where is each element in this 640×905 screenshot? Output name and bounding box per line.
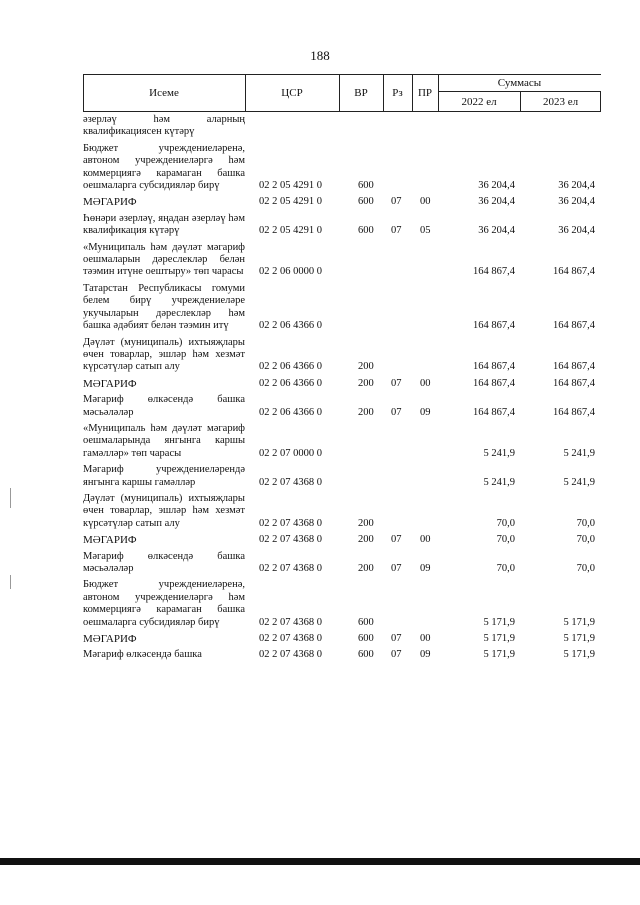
row-csr: 02 2 07 4368 0 <box>259 616 322 628</box>
row-csr: 02 2 06 4366 0 <box>259 377 322 389</box>
row-name: МӘГАРИФ <box>83 534 137 547</box>
row-sum-2023: 164 867,4 <box>553 377 595 389</box>
row-sum-2023: 164 867,4 <box>553 266 595 278</box>
row-csr: 02 2 07 4368 0 <box>259 649 322 661</box>
row-name: Мәгариф өлкәсендә башка мәсьәләләр <box>83 394 245 418</box>
row-pr: 09 <box>420 406 431 418</box>
row-sum-2022: 164 867,4 <box>473 320 515 332</box>
header-sums: Суммасы <box>497 76 542 89</box>
row-csr: 02 2 05 4291 0 <box>259 180 322 192</box>
row-name: Мәгариф өлкәсендә башка мәсьәләләр <box>83 550 245 574</box>
row-sum-2023: 70,0 <box>576 517 595 529</box>
row-name: Мәгариф учреждениеләрендә янгынга каршы гамәлләр <box>83 464 245 488</box>
row-sum-2022: 36 204,4 <box>478 196 515 208</box>
table-row <box>83 464 601 489</box>
header-vr: ВР <box>354 87 368 99</box>
row-sum-2022: 164 867,4 <box>473 406 515 418</box>
table-row <box>83 213 601 238</box>
row-name: Бюджет учреждениеләренә, автоном учреждениеләргә һәм коммерциягә карамаган башка оешмаларга субсидияләр бирү <box>83 579 245 628</box>
table-row <box>83 394 601 419</box>
row-name: Мәгариф өлкәсендә башка <box>83 649 202 661</box>
row-csr: 02 2 06 0000 0 <box>259 266 322 278</box>
row-sum-2022: 5 171,9 <box>483 633 515 645</box>
row-rz: 07 <box>391 225 402 237</box>
table-row <box>83 143 601 193</box>
table-body <box>83 114 601 666</box>
row-csr: 02 2 05 4291 0 <box>259 196 322 208</box>
header-rz: Рз <box>392 87 403 99</box>
header-year-2022: 2022 ел <box>461 95 497 108</box>
row-pr: 09 <box>420 563 431 574</box>
row-csr: 02 2 07 4368 0 <box>259 476 322 488</box>
row-sum-2022: 5 171,9 <box>483 616 515 628</box>
row-sum-2022: 70,0 <box>496 563 515 574</box>
table-row <box>83 283 601 333</box>
table-row <box>83 534 601 546</box>
row-name: Дәүләт (муниципаль) ихтыяҗлары өчен товарлар, эшләр һәм хезмәт күрсәтүләр сатып алу <box>83 336 245 373</box>
table-row <box>83 378 601 390</box>
row-name: МӘГАРИФ <box>83 196 137 209</box>
row-sum-2023: 164 867,4 <box>553 320 595 332</box>
row-sum-2022: 164 867,4 <box>473 266 515 278</box>
row-sum-2023: 36 204,4 <box>558 225 595 237</box>
row-csr: 02 2 06 4366 0 <box>259 406 322 418</box>
row-csr: 02 2 05 4291 0 <box>259 225 322 237</box>
margin-mark <box>10 488 11 508</box>
row-sum-2023: 5 171,9 <box>563 649 595 661</box>
row-pr: 09 <box>420 649 431 661</box>
table-row <box>83 633 601 645</box>
row-pr: 00 <box>420 534 431 546</box>
row-csr: 02 2 06 4366 0 <box>259 361 322 373</box>
row-sum-2023: 70,0 <box>576 563 595 574</box>
row-name: МӘГАРИФ <box>83 633 137 646</box>
row-rz: 07 <box>391 196 402 208</box>
table-row <box>83 196 601 208</box>
row-sum-2022: 5 241,9 <box>483 447 515 459</box>
row-sum-2022: 5 241,9 <box>483 476 515 488</box>
row-sum-2022: 70,0 <box>496 534 515 546</box>
row-rz: 07 <box>391 563 402 574</box>
row-rz: 07 <box>391 534 402 546</box>
row-pr: 00 <box>420 196 431 208</box>
row-csr: 02 2 07 0000 0 <box>259 447 322 459</box>
row-pr: 05 <box>420 225 431 237</box>
row-vr: 600 <box>358 180 374 192</box>
table-row <box>83 337 601 374</box>
table-row <box>83 551 601 576</box>
table-row <box>83 579 601 629</box>
row-rz: 07 <box>391 377 402 389</box>
row-name: «Муниципаль һәм дәүләт мәгариф оешмаларында янгынга каршы гамәлләр» төп чарасы <box>83 422 245 459</box>
row-sum-2023: 70,0 <box>576 534 595 546</box>
row-csr: 02 2 07 4368 0 <box>259 534 322 546</box>
table-row <box>83 242 601 279</box>
row-sum-2022: 164 867,4 <box>473 361 515 373</box>
table-row <box>83 649 601 661</box>
row-vr: 200 <box>358 534 374 546</box>
row-name: Татарстан Республикасы гомуми белем бирү учреждениеләре укучыларын дәреслекләр һәм башка әдәбият белән тәэмин итү <box>83 282 245 332</box>
header-csr: ЦСР <box>281 87 303 99</box>
row-sum-2023: 5 241,9 <box>563 447 595 459</box>
row-pr: 00 <box>420 377 431 389</box>
row-sum-2022: 36 204,4 <box>478 225 515 237</box>
row-rz: 07 <box>391 633 402 645</box>
row-sum-2023: 5 171,9 <box>563 616 595 628</box>
table-header <box>83 74 601 112</box>
row-sum-2023: 36 204,4 <box>558 180 595 192</box>
row-vr: 200 <box>358 517 374 529</box>
row-csr: 02 2 07 4368 0 <box>259 563 322 574</box>
row-csr: 02 2 06 4366 0 <box>259 320 322 332</box>
row-name: МӘГАРИФ <box>83 377 137 390</box>
row-csr: 02 2 07 4368 0 <box>259 517 322 529</box>
row-sum-2023: 5 241,9 <box>563 476 595 488</box>
header-year-2023: 2023 ел <box>542 95 579 108</box>
header-name: Исеме <box>149 87 179 99</box>
row-sum-2023: 164 867,4 <box>553 406 595 418</box>
row-sum-2022: 70,0 <box>496 517 515 529</box>
row-rz: 07 <box>391 649 402 661</box>
scan-bottom-edge <box>0 858 640 865</box>
row-vr: 600 <box>358 196 374 208</box>
row-vr: 600 <box>358 616 374 628</box>
row-sum-2023: 36 204,4 <box>558 196 595 208</box>
row-name: Һөнәри әзерләү, яңадан әзерләү һәм квалификация күтәрү <box>83 212 245 237</box>
table-row <box>83 493 601 530</box>
row-sum-2023: 164 867,4 <box>553 361 595 373</box>
row-sum-2022: 5 171,9 <box>483 649 515 661</box>
row-vr: 200 <box>358 563 374 574</box>
row-sum-2023: 5 171,9 <box>563 633 595 645</box>
row-sum-2022: 164 867,4 <box>473 377 515 389</box>
row-vr: 600 <box>358 633 374 645</box>
row-name: Бюджет учреждениеләренә, автоном учреждениеләргә һәм коммерциягә карамаган башка оешмаларга субсидияләр бирү <box>83 142 245 192</box>
page-number: 188 <box>310 48 330 63</box>
row-sum-2022: 36 204,4 <box>478 180 515 192</box>
margin-mark <box>10 575 11 589</box>
table-row <box>83 114 601 139</box>
row-pr: 00 <box>420 633 431 645</box>
header-pr: ПР <box>417 87 433 99</box>
row-vr: 200 <box>358 361 374 373</box>
table-row <box>83 423 601 460</box>
row-csr: 02 2 07 4368 0 <box>259 633 322 645</box>
row-vr: 200 <box>358 406 374 418</box>
row-rz: 07 <box>391 406 402 418</box>
row-vr: 600 <box>358 649 374 661</box>
row-vr: 600 <box>358 225 374 237</box>
row-name: «Муниципаль һәм дәүләт мәгариф оешмаларын дәреслекләр белән тәэмин итүне оештыру» төп чарасы <box>83 241 245 278</box>
row-name: әзерләү һәм аларның квалификациясен күтәрү <box>83 114 245 138</box>
row-vr: 200 <box>358 377 374 389</box>
row-name: Дәүләт (муниципаль) ихтыяҗлары өчен товарлар, эшләр һәм хезмәт күрсәтүләр сатып алу <box>83 492 245 529</box>
